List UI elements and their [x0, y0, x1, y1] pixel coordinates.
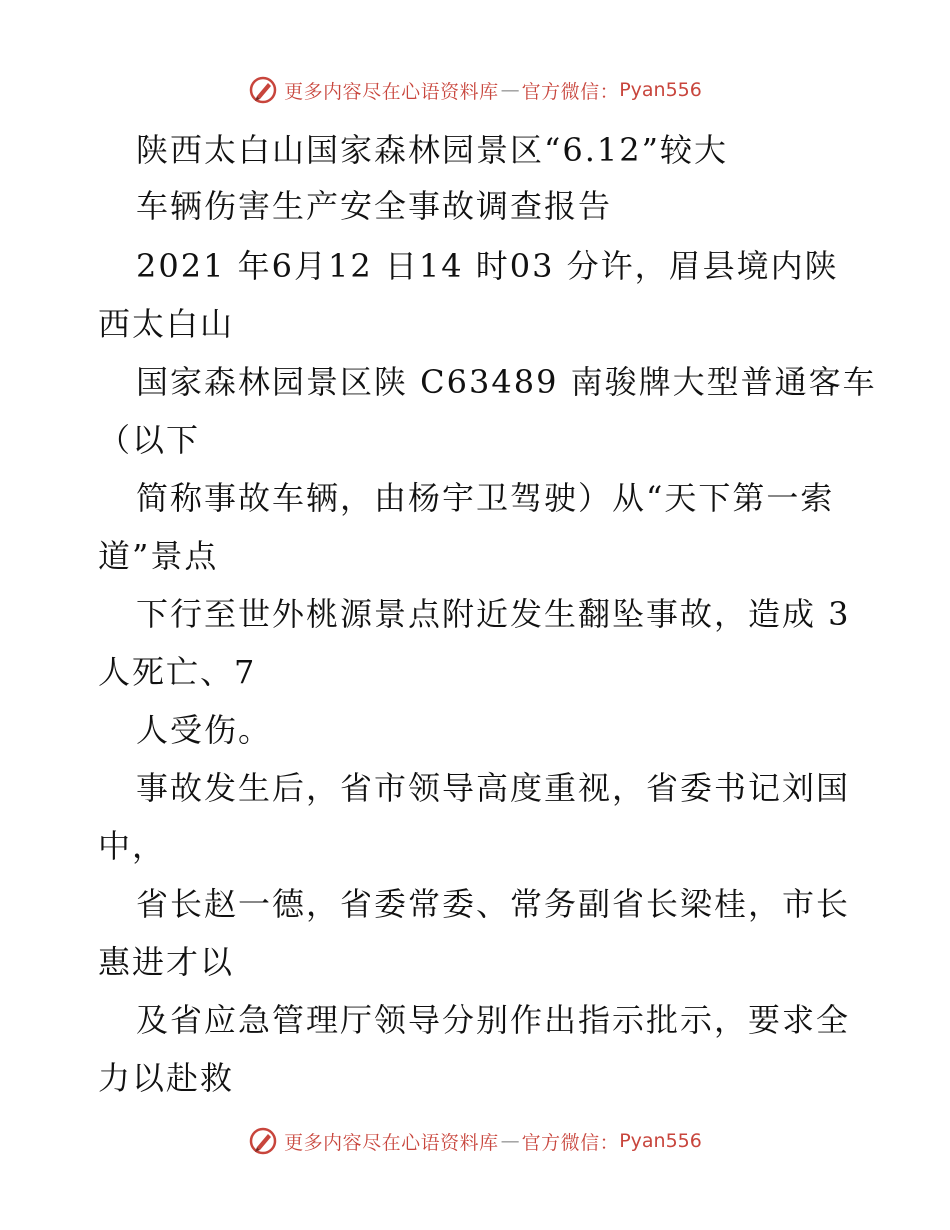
text-line: 人死亡、7	[98, 653, 257, 691]
watermark-wechat-label: 官方微信：	[521, 80, 620, 103]
watermark-text: 更多内容尽在心语资料库	[284, 80, 499, 103]
text-line: 西太白山	[98, 305, 235, 343]
title-line-2: 车辆伤害生产安全事故调查报告	[136, 187, 613, 225]
watermark-dash: —	[500, 79, 520, 101]
text-line: 简称事故车辆，由杨宇卫驾驶）从“天下第一索	[136, 479, 835, 517]
watermark-wechat-id: Pyan556	[619, 79, 702, 101]
text-line: 国家森林园景区陕 C63489 南骏牌大型普通客车	[136, 363, 877, 401]
watermark-dash: —	[500, 1130, 520, 1152]
text-line: 人受伤。	[136, 711, 273, 749]
pen-logo-icon	[248, 75, 278, 105]
header-watermark	[0, 70, 950, 110]
pen-logo-icon	[248, 1126, 278, 1156]
text-line: （以下	[98, 421, 201, 459]
text-line: 惠进才以	[98, 943, 235, 981]
footer-watermark	[0, 1121, 950, 1161]
watermark-text: 更多内容尽在心语资料库	[284, 1131, 499, 1154]
text-line: 省长赵一德，省委常委、常务副省长梁桂，市长	[136, 885, 851, 923]
watermark-wechat-label: 官方微信：	[521, 1131, 620, 1154]
text-line: 下行至世外桃源景点附近发生翻坠事故，造成 3	[136, 595, 851, 633]
text-line: 力以赴救	[98, 1059, 235, 1097]
title-line-1: 陕西太白山国家森林园景区“6.12”较大	[136, 131, 728, 169]
text-line: 事故发生后，省市领导高度重视，省委书记刘国	[136, 769, 851, 807]
text-line: 道”景点	[98, 537, 219, 575]
text-line: 及省应急管理厅领导分别作出指示批示，要求全	[136, 1001, 851, 1039]
text-line: 2021 年6月12 日14 时03 分许，眉县境内陕	[136, 247, 839, 285]
text-line: 中，	[98, 827, 167, 865]
watermark-wechat-id: Pyan556	[619, 1130, 702, 1152]
